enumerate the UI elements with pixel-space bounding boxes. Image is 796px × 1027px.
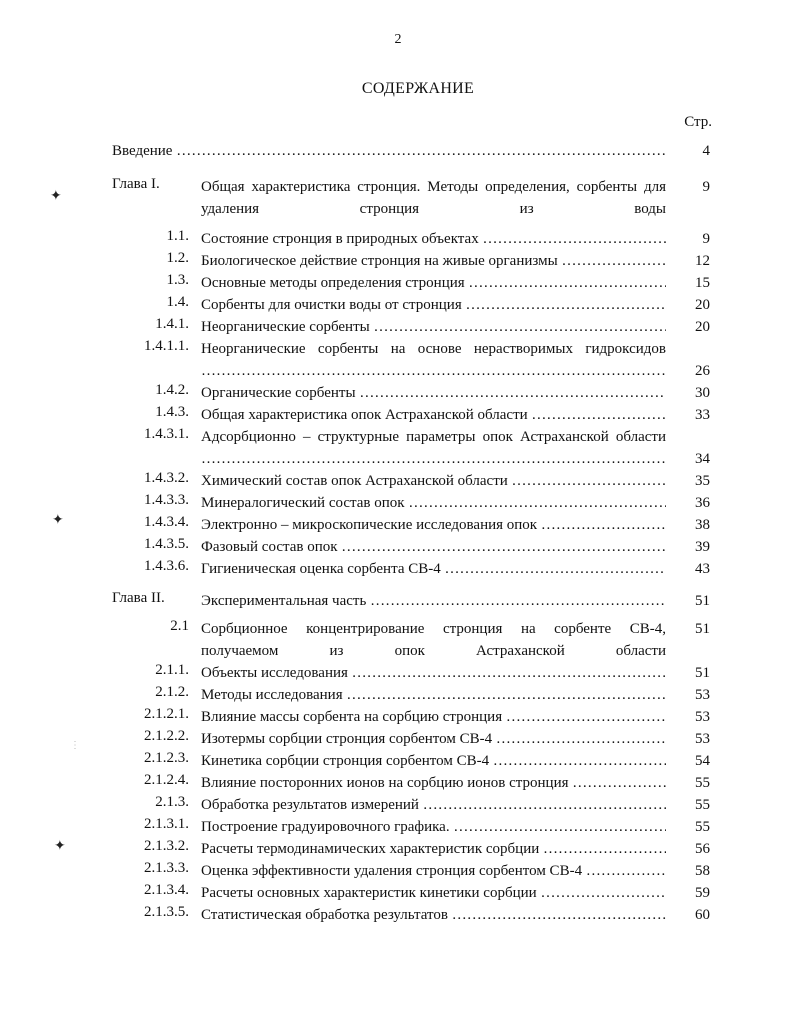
- toc-entry-title: Расчеты термодинамических характеристик сорбции ……………………………………………………………………………………………………………………………………………: [201, 838, 666, 860]
- toc-entry-page: 51: [695, 593, 710, 609]
- toc-entry-number: 2.1.2.3.: [144, 750, 189, 766]
- toc-entry-page: 53: [695, 709, 710, 725]
- toc-entry-number: 2.1.2.: [155, 684, 189, 700]
- toc-entry-title: Состояние стронция в природных объектах ……………………………………………………………………………………………………………………………………………: [201, 228, 666, 250]
- toc-entry-page: 9: [702, 231, 710, 247]
- toc-entry-page: 36: [695, 495, 710, 511]
- toc-entry-title: Химический состав опок Астраханской области ……………………………………………………………………………………………………………………………………………: [201, 470, 666, 492]
- toc-entry-title: Обработка результатов измерений ……………………………………………………………………………………………………………………………………………: [201, 794, 666, 816]
- toc-entry: [0, 294, 796, 316]
- toc-entry-number: 1.4.3.1.: [144, 426, 189, 442]
- margin-speck: ⋮: [70, 740, 80, 751]
- toc-entry-page: 30: [695, 385, 710, 401]
- toc-entry-page: 56: [695, 841, 710, 857]
- toc-entry: [0, 590, 796, 612]
- toc-entry: [0, 618, 796, 662]
- toc-entry-number: 1.4.3.: [155, 404, 189, 420]
- toc-entry-title: Основные методы определения стронция ……………………………………………………………………………………………………………………………………………: [201, 272, 666, 294]
- margin-mark: ✦: [54, 839, 66, 854]
- toc-entry-page: 35: [695, 473, 710, 489]
- toc-entry-number: 2.1: [170, 618, 189, 634]
- toc-entry: [0, 250, 796, 272]
- toc-entry: [0, 838, 796, 860]
- toc-entry-title: Оценка эффективности удаления стронция сорбентом СВ-4 ……………………………………………………………………………………………………………………………………………: [201, 860, 666, 882]
- toc-entry: [0, 228, 796, 250]
- pages-column-header: Стр.: [684, 114, 712, 130]
- toc-entry-number: 1.4.3.5.: [144, 536, 189, 552]
- toc-entry-number: 2.1.3.5.: [144, 904, 189, 920]
- toc-entry-page: 20: [695, 319, 710, 335]
- toc-entry: [0, 536, 796, 558]
- toc-entry-page: 20: [695, 297, 710, 313]
- toc-entry: [0, 882, 796, 904]
- margin-mark: ✦: [52, 513, 64, 528]
- toc-entry: [0, 684, 796, 706]
- toc-entry-number: 1.4.3.4.: [144, 514, 189, 530]
- toc-entry-number: 1.4.2.: [155, 382, 189, 398]
- toc-entry-title: Биологическое действие стронция на живые организмы ……………………………………………………………………………………………………………………………………………: [201, 250, 666, 272]
- toc-entry-title: Введение ……………………………………………………………………………………………………………………………………………: [112, 140, 665, 162]
- toc-entry: [0, 558, 796, 580]
- toc-entry-title: Минералогический состав опок ……………………………………………………………………………………………………………………………………………: [201, 492, 666, 514]
- page-title: СОДЕРЖАНИЕ: [361, 80, 475, 97]
- toc-entry-page: 54: [695, 753, 710, 769]
- toc-entry-page: 34: [695, 451, 710, 467]
- toc-entry-page: 43: [695, 561, 710, 577]
- toc-entry-page: 51: [695, 665, 710, 681]
- toc-entry-page: 39: [695, 539, 710, 555]
- toc-entry-number: 2.1.3.2.: [144, 838, 189, 854]
- toc-entry-title: Кинетика сорбции стронция сорбентом СВ-4 ……………………………………………………………………………………………………………………………………………: [201, 750, 666, 772]
- toc-entry-title: Влияние посторонних ионов на сорбцию ионов стронция ……………………………………………………………………………………………………………………………………………: [201, 772, 666, 794]
- toc-entry-page: 26: [695, 363, 710, 379]
- toc-entry-page: 9: [702, 179, 710, 195]
- toc-entry-number: 1.4.3.6.: [144, 558, 189, 574]
- toc-entry-title: Методы исследования ……………………………………………………………………………………………………………………………………………: [201, 684, 666, 706]
- toc-entry: [0, 272, 796, 294]
- toc-entry-number: Глава I.: [112, 176, 160, 192]
- toc-entry: [0, 514, 796, 536]
- toc-entry: [0, 860, 796, 882]
- toc-entry-number: 1.4.1.: [155, 316, 189, 332]
- toc-entry-number: 2.1.3.: [155, 794, 189, 810]
- toc-entry: [0, 706, 796, 728]
- toc-entry-number: 1.2.: [166, 250, 189, 266]
- toc-entry-title: Сорбционное концентрирование стронция на сорбенте СВ-4, получаемом из опок Астраханской области ……………………………………………………………………………………………………………………………………………: [201, 618, 666, 662]
- toc-entry-number: 1.4.3.2.: [144, 470, 189, 486]
- toc-entry-title: Объекты исследования ……………………………………………………………………………………………………………………………………………: [201, 662, 666, 684]
- toc-entry-title: Неорганические сорбенты на основе нерастворимых гидроксидов ……………………………………………………………………………………………………………………………………………: [201, 338, 666, 382]
- toc-entry-title: Неорганические сорбенты ……………………………………………………………………………………………………………………………………………: [201, 316, 666, 338]
- toc-entry-title: Гигиеническая оценка сорбента СВ-4 ……………………………………………………………………………………………………………………………………………: [201, 558, 666, 580]
- toc-entry-page: 53: [695, 687, 710, 703]
- toc-entry-page: 12: [695, 253, 710, 269]
- toc-entry-number: 2.1.2.1.: [144, 706, 189, 722]
- toc-entry: [0, 338, 796, 382]
- toc-entry-title: Общая характеристика опок Астраханской области ……………………………………………………………………………………………………………………………………………: [201, 404, 666, 426]
- toc-entry-number: 2.1.3.1.: [144, 816, 189, 832]
- toc-entry: [0, 750, 796, 772]
- toc-entry-page: 55: [695, 775, 710, 791]
- toc-entry-page: 55: [695, 819, 710, 835]
- toc-entry-number: 2.1.1.: [155, 662, 189, 678]
- page-number: 2: [394, 32, 402, 47]
- toc-entry-page: 55: [695, 797, 710, 813]
- toc-entry-number: 2.1.3.3.: [144, 860, 189, 876]
- toc-entry: [0, 426, 796, 470]
- toc-entry: [0, 404, 796, 426]
- toc-entry-page: 58: [695, 863, 710, 879]
- toc-entry-page: 4: [702, 143, 710, 159]
- toc-entry-title: Построение градуировочного графика. ……………………………………………………………………………………………………………………………………………: [201, 816, 666, 838]
- toc-entry-title: Расчеты основных характеристик кинетики сорбции ……………………………………………………………………………………………………………………………………………: [201, 882, 666, 904]
- toc-entry: [0, 662, 796, 684]
- toc-entry: [0, 794, 796, 816]
- toc-entry: [0, 728, 796, 750]
- toc-entry: [0, 772, 796, 794]
- toc-entry: [0, 492, 796, 514]
- toc-entry-number: 1.4.3.3.: [144, 492, 189, 508]
- toc-entry-page: 51: [695, 621, 710, 637]
- toc-entry-number: 1.4.1.1.: [144, 338, 189, 354]
- toc-entry: [0, 316, 796, 338]
- toc-entry-title: Общая характеристика стронция. Методы определения, сорбенты для удаления стронция из воды ……………………………………………………………………………………………………………………………………………: [201, 176, 666, 220]
- toc-entry-page: 38: [695, 517, 710, 533]
- toc-entry-page: 59: [695, 885, 710, 901]
- toc-entry-title: Фазовый состав опок ……………………………………………………………………………………………………………………………………………: [201, 536, 666, 558]
- toc-entry-title: Сорбенты для очистки воды от стронция ……………………………………………………………………………………………………………………………………………: [201, 294, 666, 316]
- toc-entry-page: 53: [695, 731, 710, 747]
- toc-entry-title: Электронно – микроскопические исследования опок ……………………………………………………………………………………………………………………………………………: [201, 514, 666, 536]
- margin-mark: ✦: [50, 189, 62, 204]
- toc-entry: [0, 904, 796, 926]
- toc-entry-number: 1.4.: [166, 294, 189, 310]
- toc-entry-page: 60: [695, 907, 710, 923]
- toc-entry-number: 1.3.: [166, 272, 189, 288]
- toc-entry: [0, 382, 796, 404]
- toc-entry-title: Влияние массы сорбента на сорбцию стронция ……………………………………………………………………………………………………………………………………………: [201, 706, 666, 728]
- toc-entry-page: 15: [695, 275, 710, 291]
- toc-entry-number: 2.1.3.4.: [144, 882, 189, 898]
- toc-entry: [0, 470, 796, 492]
- toc-entry-title: Адсорбционно – структурные параметры опок Астраханской области ……………………………………………………………………………………………………………………………………………: [201, 426, 666, 470]
- toc-entry-title: Экспериментальная часть ……………………………………………………………………………………………………………………………………………: [201, 590, 666, 612]
- toc-entry-title: Изотермы сорбции стронция сорбентом СВ-4 ……………………………………………………………………………………………………………………………………………: [201, 728, 666, 750]
- toc-entry-page: 33: [695, 407, 710, 423]
- toc-entry-number: Глава II.: [112, 590, 165, 606]
- toc-entry-number: 2.1.2.4.: [144, 772, 189, 788]
- toc-entry-title: Органические сорбенты ……………………………………………………………………………………………………………………………………………: [201, 382, 666, 404]
- toc-entry-number: 2.1.2.2.: [144, 728, 189, 744]
- toc-entry: [0, 140, 796, 162]
- toc-entry: [0, 176, 796, 220]
- toc-entry: [0, 816, 796, 838]
- toc-entry-number: 1.1.: [166, 228, 189, 244]
- toc-entry-title: Статистическая обработка результатов ……………………………………………………………………………………………………………………………………………: [201, 904, 666, 926]
